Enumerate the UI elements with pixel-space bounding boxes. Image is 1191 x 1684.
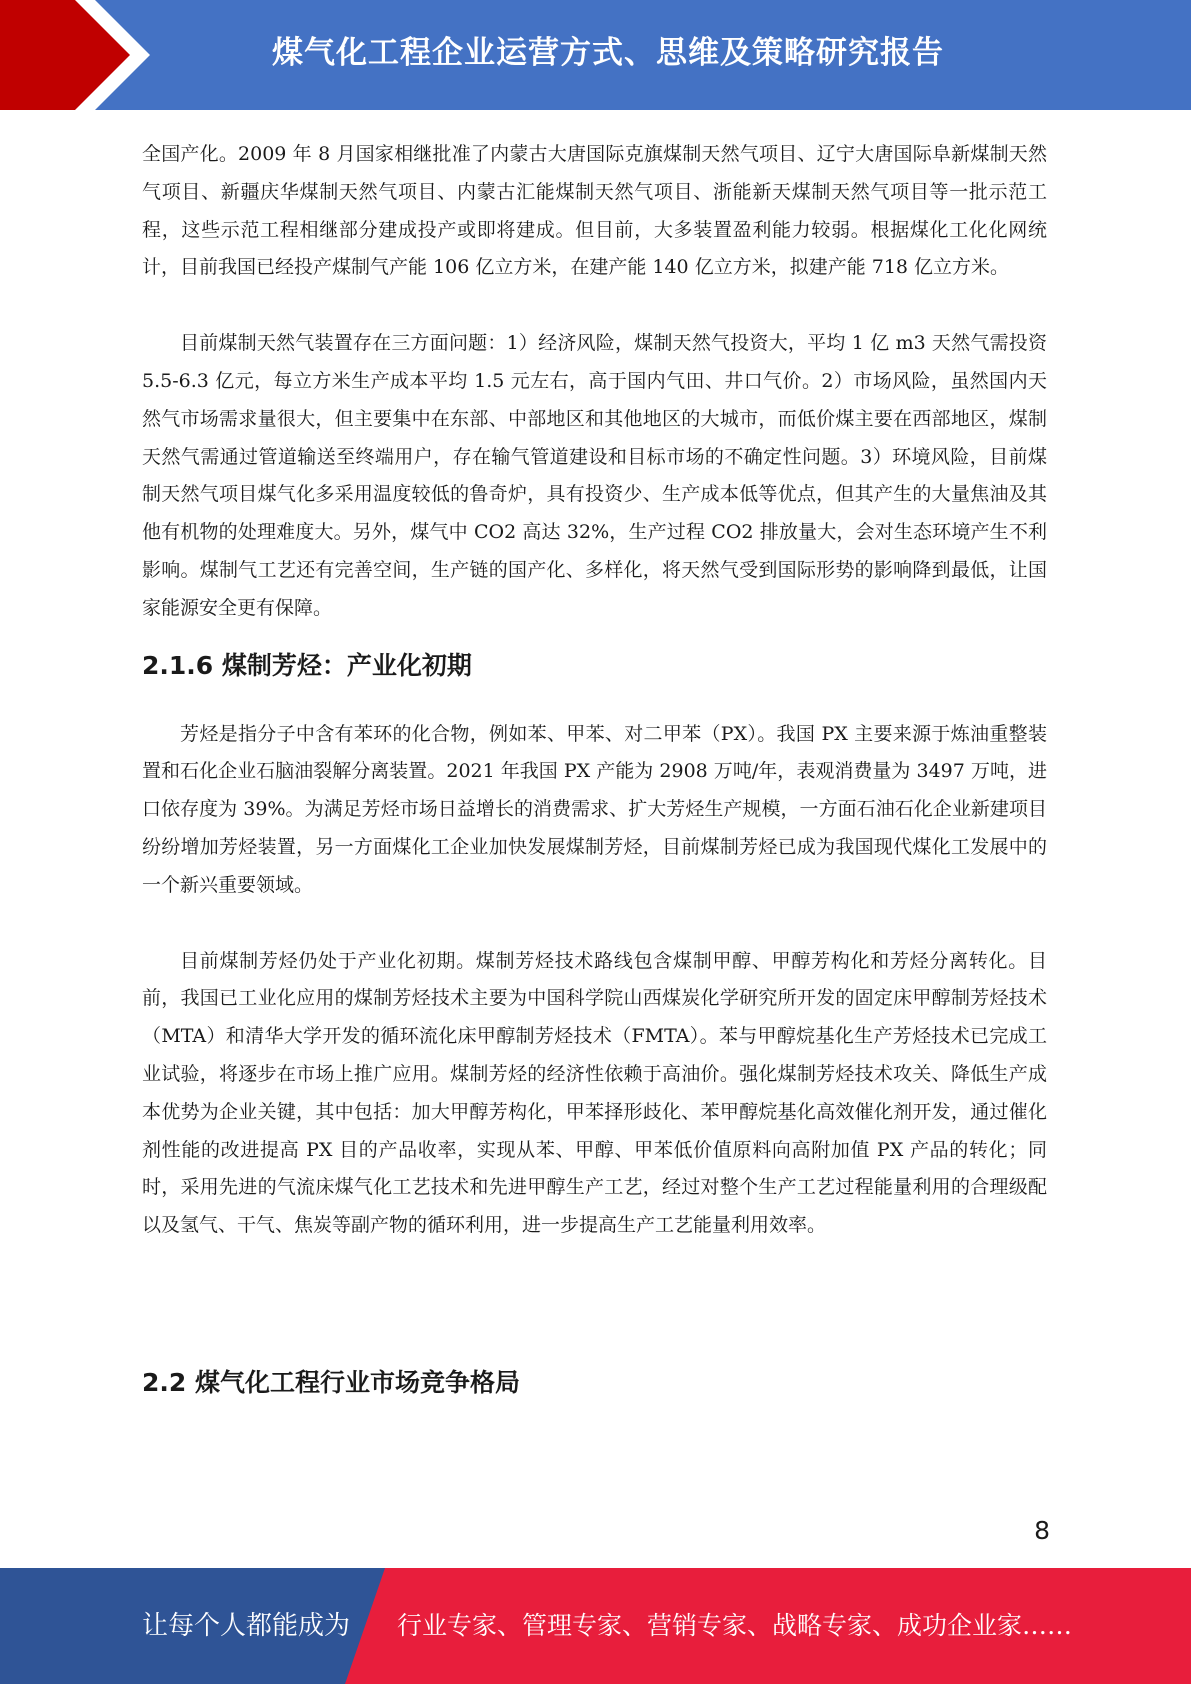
paragraph: 目前煤制芳烃仍处于产业化初期。煤制芳烃技术路线包含煤制甲醇、甲醇芳构化和芳烃分离转化。目前，我国已工业化应用的煤制芳烃技术主要为中国科学院山西煤炭化学研究所开发的固定床甲醇制芳烃技术（MTA）和清华大学开发的循环流化床甲醇制芳烃技术（FMTA）。苯与甲醇烷基化生产芳烃技术已完成工业试验，将逐步在市场上推广应用。煤制芳烃的经济性依赖于高油价。强化煤制芳烃技术攻关、降低生产成本优势为企业关键，其中包括：加大甲醇芳构化，甲苯择形歧化、苯甲醇烷基化高效催化剂开发，通过催化剂性能的改进提高 PX 目的产品收率，实现从苯、甲醇、甲苯低价值原料向高附加值 PX 产品的转化；同时，采用先进的气流床煤气化工艺技术和先进甲醇生产工艺，经过对整个生产工艺过程能量利用的合理级配以及氢气、干气、焦炭等副产物的循环利用，进一步提高生产工艺能量利用效率。: [142, 949, 1047, 1237]
report-title: 煤气化工程企业运营方式、思维及策略研究报告: [272, 35, 944, 71]
section-heading: 2.1.6 煤制芳烃：产业化初期: [142, 650, 472, 680]
paragraph: 全国产化。2009 年 8 月国家相继批准了内蒙古大唐国际克旗煤制天然气项目、辽宁大唐国际阜新煤制天然气项目、新疆庆华煤制天然气项目、内蒙古汇能煤制天然气项目、浙能新天煤制天然气项目等一批示范工程，这些示范工程相继部分建成投产或即将建成。但目前，大多装置盈利能力较弱。根据煤化工化化网统计，目前我国已经投产煤制气产能 106 亿立方米，在建产能 140 亿立方米，拟建产能 718 亿立方米。: [142, 143, 1047, 279]
footer-slogan-left: 让每个人都能成为: [142, 1611, 351, 1641]
paragraph: 目前煤制天然气装置存在三方面问题：1）经济风险，煤制天然气投资大，平均 1 亿 m3 天然气需投资 5.5-6.3 亿元，每立方米生产成本平均 1.5 元左右，高于国内气田、井口气价。2）市场风险，虽然国内天然气市场需求量很大，但主要集中在东部、中部地区和其他地区的大城市，而低价煤主要在西部地区，煤制天然气需通过管道输送至终端用户，存在输气管道建设和目标市场的不确定性问题。3）环境风险，目前煤制天然气项目煤气化多采用温度较低的鲁奇炉，具有投资少、生产成本低等优点，但其产生的大量焦油及其他有机物的处理难度大。另外，煤气中 CO2 高达 32%，生产过程 CO2 排放量大，会对生态环境产生不利影响。煤制气工艺还有完善空间，生产链的国产化、多样化，将天然气受到国际形势的影响降到最低，让国家能源安全更有保障。: [142, 332, 1047, 619]
paragraph: 芳烃是指分子中含有苯环的化合物，例如苯、甲苯、对二甲苯（PX）。我国 PX 主要来源于炼油重整装置和石化企业石脑油裂解分离装置。2021 年我国 PX 产能为 2908 万吨/年，表观消费量为 3497 万吨，进口依存度为 39%。为满足芳烃市场日益增长的消费需求、扩大芳烃生产规模，一方面石油石化企业新建项目纷纷增加芳烃装置，另一方面煤化工企业加快发展煤制芳烃，目前煤制芳烃已成为我国现代煤化工发展中的一个新兴重要领域。: [142, 722, 1047, 896]
page-number: 8: [1034, 1516, 1050, 1545]
page-header: [0, 0, 1191, 110]
header-arrow-decoration: [0, 0, 160, 110]
footer-slogan-right: 行业专家、管理专家、营销专家、战略专家、成功企业家……: [397, 1611, 1073, 1640]
page-footer: [0, 1568, 1191, 1684]
section-heading: 2.2 煤气化工程行业市场竞争格局: [142, 1367, 520, 1397]
page-content: [142, 136, 1047, 1403]
